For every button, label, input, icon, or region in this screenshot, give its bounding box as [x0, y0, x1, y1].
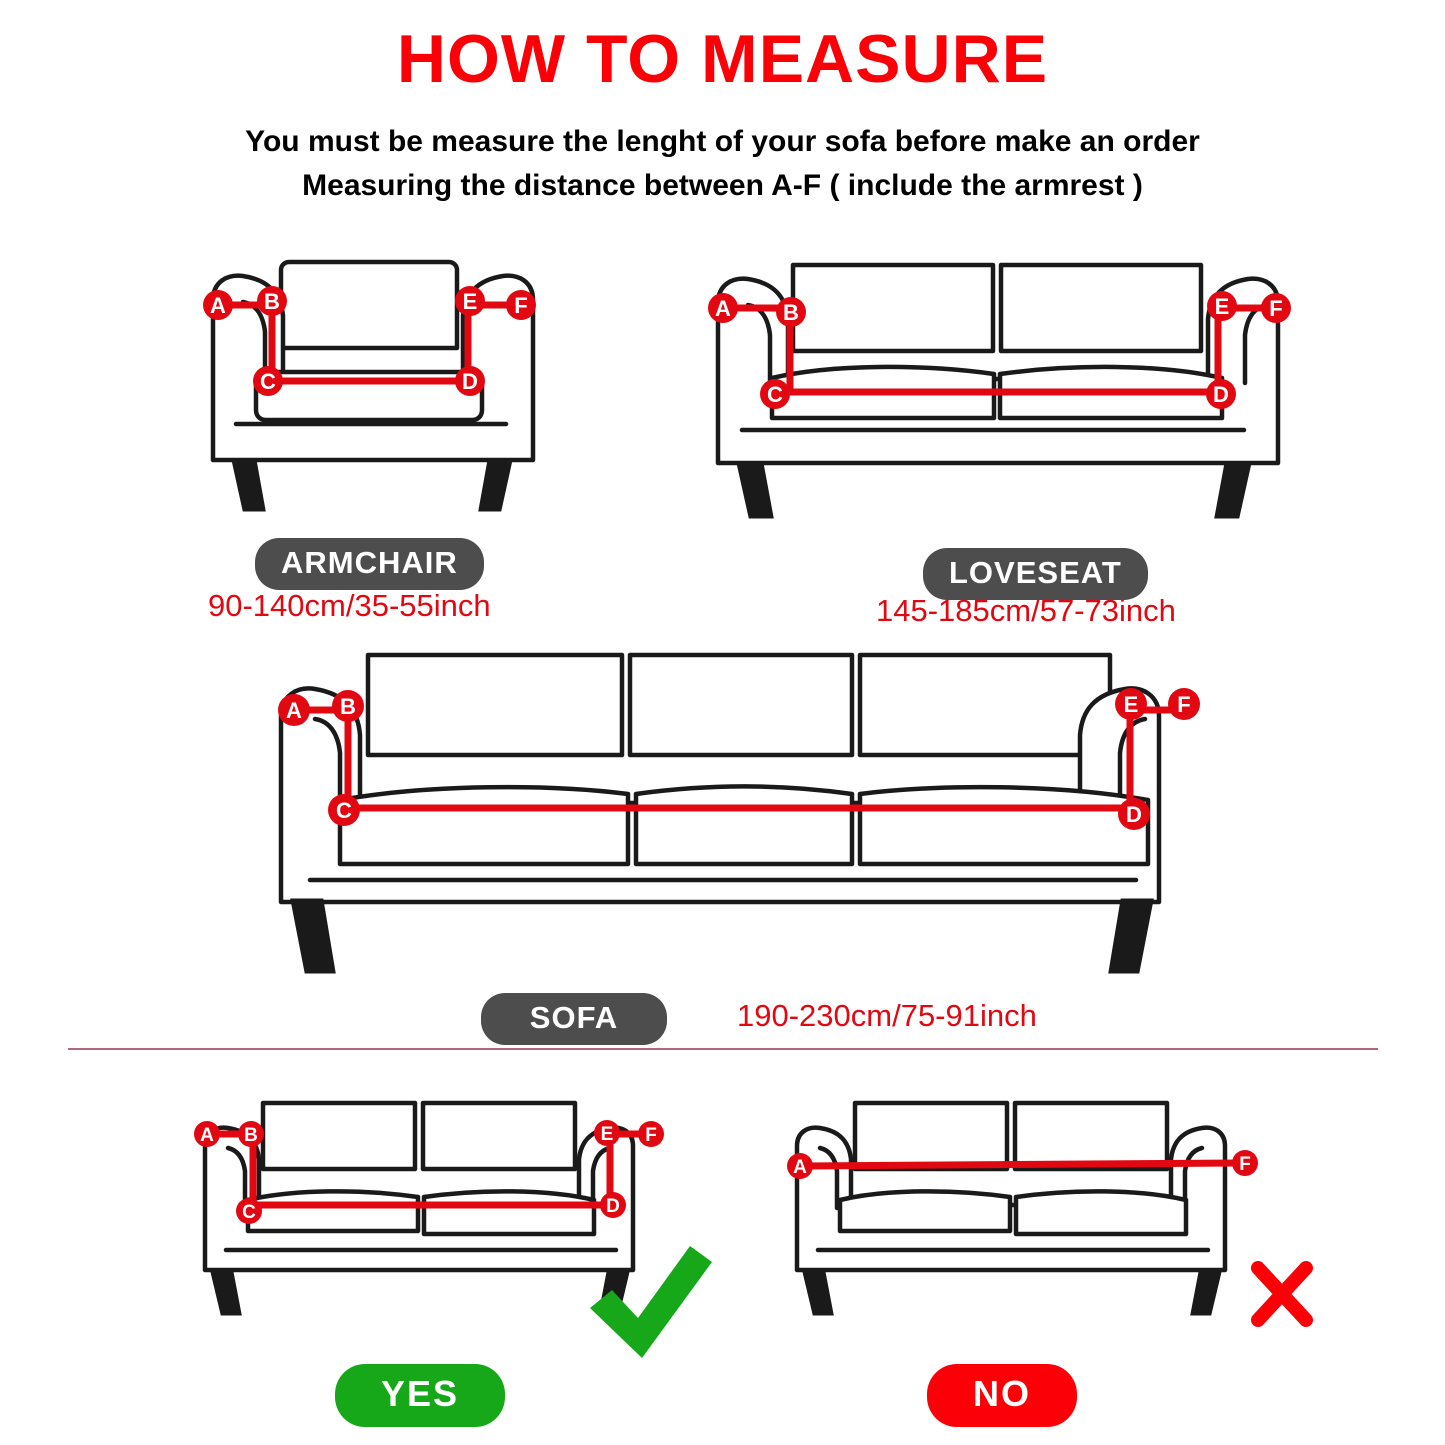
svg-text:F: F: [1177, 692, 1191, 717]
no-badge: NO: [927, 1364, 1077, 1427]
svg-text:B: B: [244, 1125, 258, 1146]
svg-text:A: A: [210, 293, 226, 318]
dimension-loveseat: 145-185cm/57-73inch: [876, 593, 1176, 628]
svg-text:F: F: [645, 1125, 657, 1146]
svg-text:F: F: [1269, 296, 1283, 321]
svg-text:F: F: [1239, 1154, 1251, 1175]
svg-text:D: D: [1213, 382, 1229, 407]
correct-example-drawing: [194, 1103, 712, 1358]
cross-icon: [1258, 1268, 1306, 1320]
svg-text:C: C: [242, 1202, 256, 1223]
svg-text:A: A: [715, 296, 731, 321]
svg-text:D: D: [462, 369, 478, 394]
svg-text:C: C: [260, 369, 276, 394]
incorrect-example-drawing: [787, 1103, 1306, 1320]
subtitle-line-1: You must be measure the lenght of your sofa before make an order: [245, 125, 1200, 158]
svg-text:F: F: [514, 293, 528, 318]
sofa-drawing: [278, 655, 1200, 972]
svg-text:D: D: [1126, 802, 1142, 827]
label-sofa: SOFA: [481, 993, 667, 1045]
svg-text:A: A: [286, 698, 302, 723]
page-title: HOW TO MEASURE: [396, 21, 1049, 97]
armchair-drawing: [203, 262, 536, 510]
section-divider: [68, 1048, 1378, 1050]
svg-text:B: B: [264, 289, 280, 314]
label-loveseat: LOVESEAT: [923, 548, 1148, 600]
svg-text:A: A: [793, 1157, 807, 1178]
yes-badge: YES: [335, 1364, 505, 1427]
label-armchair: ARMCHAIR: [255, 538, 484, 590]
dimension-sofa: 190-230cm/75-91inch: [737, 998, 1037, 1033]
svg-text:C: C: [767, 382, 783, 407]
svg-text:E: E: [600, 1124, 614, 1145]
svg-text:E: E: [1123, 692, 1139, 717]
svg-text:D: D: [606, 1196, 620, 1217]
svg-text:C: C: [336, 798, 352, 823]
subtitle-line-2: Measuring the distance between A-F ( include the armrest ): [302, 168, 1143, 202]
svg-text:B: B: [783, 300, 799, 325]
svg-text:B: B: [340, 694, 356, 719]
loveseat-drawing: [708, 265, 1291, 517]
svg-text:E: E: [462, 289, 478, 314]
svg-text:E: E: [1214, 294, 1230, 319]
svg-text:A: A: [200, 1125, 214, 1146]
dimension-armchair: 90-140cm/35-55inch: [208, 588, 491, 623]
